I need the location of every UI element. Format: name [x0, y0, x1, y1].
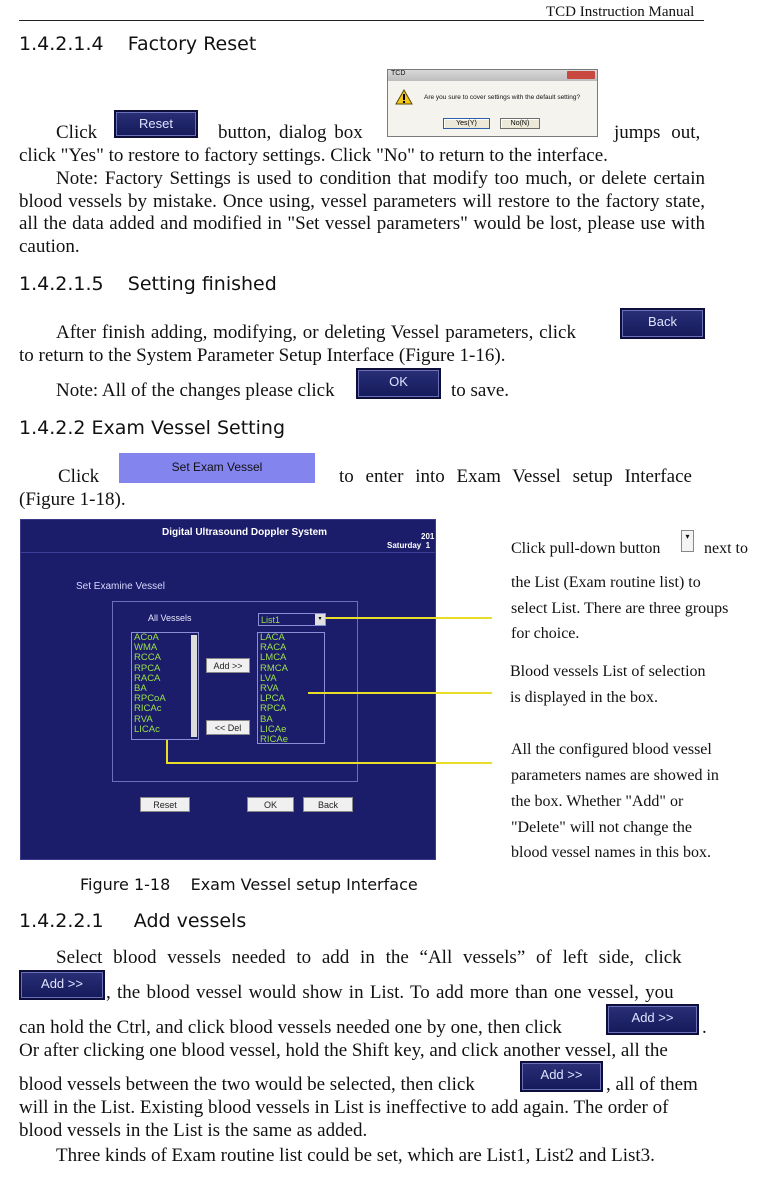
- chevron-down-icon: ▾: [681, 530, 694, 552]
- list-item[interactable]: RVA: [260, 683, 279, 695]
- text-figure-ref: (Figure 1-18).: [19, 489, 126, 510]
- add-vessels-line5-post: , all of them: [606, 1074, 698, 1095]
- callout-line-pulldown: [325, 617, 492, 619]
- list-vessels-listbox[interactable]: [257, 632, 325, 744]
- list-item[interactable]: BA: [260, 713, 273, 725]
- section-heading-add-vessels: 1.4.2.2.1 Add vessels: [19, 910, 247, 932]
- text-button-dialog-box: button, dialog box: [218, 122, 363, 143]
- list-item[interactable]: LICAc: [134, 723, 160, 735]
- list-item[interactable]: BA: [134, 683, 147, 695]
- annotation-list-desc-2: is displayed in the box.: [510, 689, 658, 706]
- warning-icon: [395, 89, 413, 105]
- del-button[interactable]: << Del: [206, 720, 250, 735]
- list-item[interactable]: LMCA: [260, 652, 287, 664]
- text-finish-line2: to return to the System Parameter Setup Interface (Figure 1-16).: [19, 345, 506, 366]
- screen-ok-button[interactable]: OK: [247, 797, 294, 812]
- add-vessels-line5-pre: blood vessels between the two would be selected, then click: [19, 1074, 475, 1095]
- close-icon[interactable]: [567, 71, 595, 79]
- dialog-title: TCD: [391, 70, 406, 77]
- dialog-yes-button[interactable]: Yes(Y): [443, 118, 490, 129]
- callout-line-list: [308, 692, 492, 694]
- text-click-2: Click: [58, 466, 100, 487]
- screen-back-button[interactable]: Back: [303, 797, 353, 812]
- text-jumps-out: jumps out,: [614, 122, 701, 143]
- list-item[interactable]: LPCA: [260, 693, 285, 705]
- section-heading-exam-vessel: 1.4.2.2 Exam Vessel Setting: [19, 417, 285, 439]
- figure-caption: Figure 1-18 Exam Vessel setup Interface: [80, 875, 418, 894]
- annotation-configured-3: the box. Whether "Add" or: [511, 793, 684, 810]
- add-vessels-line2: , the blood vessel would show in List. To add more than one vessel, you: [106, 982, 674, 1003]
- add-vessels-line6: will in the List. Existing blood vessels in List is ineffective to add again. The order of: [19, 1097, 669, 1118]
- chevron-down-icon[interactable]: ▾: [315, 614, 325, 625]
- header-title: TCD Instruction Manual: [546, 4, 695, 20]
- annotation-configured-2: parameters names are showed in: [511, 767, 719, 784]
- add-button-image-1: Add >>: [19, 970, 105, 1000]
- annotation-pulldown-rest-3: for choice.: [511, 625, 580, 642]
- ok-button-image: OK: [356, 368, 441, 399]
- exam-vessel-screenshot: [20, 519, 436, 860]
- list-item[interactable]: RPCoA: [134, 693, 166, 705]
- reset-button-image: Reset: [114, 110, 198, 138]
- text-factory-line2: click "Yes" to restore to factory settings. Click "No" to return to the interface.: [19, 145, 608, 166]
- annotation-pulldown-rest-2: select List. There are three groups: [511, 600, 729, 617]
- dialog-message: Are you sure to cover settings with the default setting?: [424, 94, 581, 101]
- add-vessels-line4: Or after clicking one blood vessel, hold the Shift key, and click another vessel, all the: [19, 1040, 668, 1061]
- list-item[interactable]: LICAe: [260, 723, 287, 735]
- list-item[interactable]: RVA: [134, 713, 153, 725]
- list-select[interactable]: [258, 613, 326, 626]
- dialog-no-button[interactable]: No(N): [500, 118, 540, 129]
- list-item[interactable]: ACoA: [134, 632, 159, 643]
- header-rule: [19, 20, 704, 21]
- list-item[interactable]: RICAc: [134, 703, 162, 715]
- factory-reset-note: Note: Factory Settings is used to condition that modify too much, or delete certain blood vessels by mistake. Once using, vessel parameters will restore to the factory state, all the data added and modified in "Set vessel parameters" would be lost, please use with caution.: [19, 168, 705, 257]
- add-vessels-line1: Select blood vessels needed to add in the “All vessels” of left side, click: [56, 947, 682, 968]
- annotation-configured-1: All the configured blood vessel: [511, 741, 712, 758]
- list-item[interactable]: RACA: [260, 642, 287, 654]
- screen-divider: [21, 552, 436, 553]
- dialog-titlebar: [388, 70, 597, 81]
- list-item[interactable]: LACA: [260, 632, 285, 643]
- callout-line-all-vessels: [166, 762, 492, 764]
- back-button-image: Back: [620, 308, 705, 339]
- callout-line-vertical: [166, 740, 168, 763]
- list-select-value: List1: [261, 615, 281, 625]
- text-note-save-post: to save.: [451, 380, 510, 401]
- set-exam-vessel-button-image: Set Exam Vessel: [119, 453, 315, 483]
- annotation-pulldown-pre: Click pull-down button: [511, 540, 661, 557]
- annotation-pulldown-rest-1: the List (Exam routine list) to: [511, 574, 701, 591]
- section-heading-setting-finished: 1.4.2.1.5 Setting finished: [19, 273, 277, 295]
- listbox-scrollbar[interactable]: [191, 635, 197, 737]
- text-enter-exam: to enter into Exam Vessel setup Interface: [339, 466, 692, 487]
- text-note-save-pre: Note: All of the changes please click: [56, 380, 335, 401]
- screen-date-top: 201: [421, 532, 435, 541]
- add-vessels-line8: Three kinds of Exam routine list could be set, which are List1, List2 and List3.: [56, 1145, 655, 1166]
- add-button-image-3: Add >>: [520, 1061, 603, 1092]
- screen-title: Digital Ultrasound Doppler System: [162, 527, 328, 538]
- panel-label: Set Examine Vessel: [76, 581, 165, 592]
- list-item[interactable]: RPCA: [260, 703, 287, 715]
- annotation-configured-5: blood vessel names in this box.: [511, 844, 711, 861]
- screen-date-bottom: Saturday 1: [387, 541, 431, 550]
- text-click: Click: [56, 122, 98, 143]
- annotation-list-desc-1: Blood vessels List of selection: [510, 663, 706, 680]
- annotation-pulldown-post: next to: [704, 540, 748, 557]
- add-vessels-period: .: [702, 1017, 707, 1038]
- list-item[interactable]: RACA: [134, 672, 161, 684]
- all-vessels-listbox[interactable]: [131, 632, 199, 740]
- list-item[interactable]: RPCA: [134, 662, 161, 674]
- annotation-configured-4: "Delete" will not change the: [511, 819, 692, 836]
- list-item[interactable]: WMA: [134, 642, 158, 654]
- add-button-image-2: Add >>: [606, 1004, 699, 1035]
- text-finish-line1: After finish adding, modifying, or deleting Vessel parameters, click: [56, 322, 576, 343]
- add-button[interactable]: Add >>: [206, 658, 250, 673]
- add-vessels-line3: can hold the Ctrl, and click blood vessels needed one by one, then click: [19, 1017, 562, 1038]
- list-item[interactable]: LVA: [260, 672, 277, 684]
- list-item[interactable]: RMCA: [260, 662, 288, 674]
- confirm-dialog: [387, 69, 598, 137]
- section-heading-factory-reset: 1.4.2.1.4 Factory Reset: [19, 33, 257, 55]
- screen-reset-button[interactable]: Reset: [140, 797, 190, 812]
- list-item[interactable]: RCCA: [134, 652, 161, 664]
- all-vessels-label: All Vessels: [148, 613, 192, 623]
- add-vessels-line7: blood vessels in the List is the same as added.: [19, 1120, 368, 1141]
- list-item[interactable]: RICAe: [260, 734, 288, 746]
